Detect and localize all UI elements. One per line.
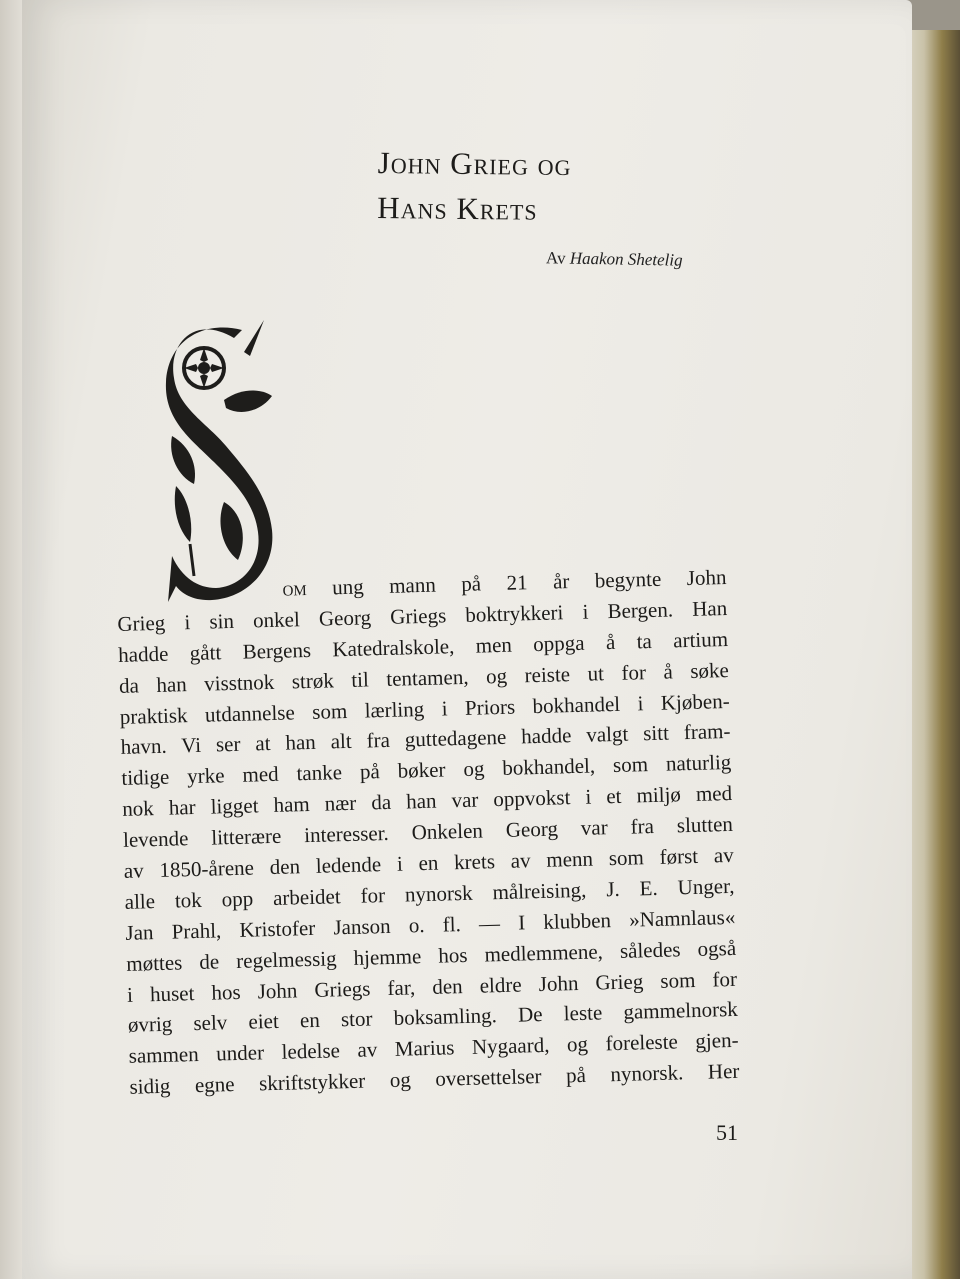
body-line: møttes de regelmessig hjemme hos medlemmene, således også — [125, 935, 737, 976]
body-line: levende litterære interesser. Onkelen Georg var fra slutten — [122, 812, 734, 852]
body-line: praktisk utdannelse som lærling i Priors bokhandel i Kjøben- — [119, 688, 730, 729]
body-line: hadde gått Bergens Katedralskole, men oppga å ta artium — [117, 626, 729, 667]
ornamental-drop-cap-s — [164, 316, 282, 604]
byline-prefix: Av — [545, 248, 566, 268]
body-line: av 1850-årene den ledende i en krets av menn som først av — [123, 842, 734, 883]
page-number: 51 — [716, 1120, 738, 1145]
body-line: øvrig selv eiet en stor boksamling. De leste gammelnorsk — [127, 997, 739, 1038]
body-line: Grieg i sin onkel Georg Griegs boktrykkeri i Bergen. Han — [117, 595, 728, 636]
body-line-1-rest: ung mann på 21 år begynte John — [306, 564, 727, 600]
body-line: alle tok opp arbeidet for nynorsk målreising, J. E. Unger, — [124, 873, 735, 914]
chapter-title-line-2: Hans Krets — [377, 189, 538, 227]
body-line: Jan Prahl, Kristofer Janson o. fl. — I klubben »Namnlaus« — [125, 904, 736, 945]
body-line: havn. Vi ser at han alt fra guttedagene hadde valgt sitt fram- — [120, 719, 731, 760]
body-line: sidig egne skriftstykker og oversettelser på nynorsk. Her — [129, 1059, 740, 1100]
book-page — [22, 0, 912, 1279]
chapter-title — [377, 140, 698, 233]
body-line: tidige yrke med tanke på bøker og bokhandel, som naturlig — [121, 750, 732, 791]
byline-author: Haakon Shetelig — [569, 248, 683, 270]
chapter-title-line-1: John Grieg og — [377, 144, 572, 183]
body-text — [116, 562, 740, 1103]
body-line: sammen under ledelse av Marius Nygaard, og foreleste gjen- — [128, 1028, 739, 1069]
body-line: i huset hos John Griegs far, den eldre John Grieg som for — [126, 966, 738, 1007]
drop-cap-continuation: om — [282, 575, 308, 601]
body-line: nok har ligget ham nær da han var oppvokst i et miljø med — [121, 781, 733, 822]
byline — [546, 248, 746, 271]
body-line: da han visstnok strøk til tentamen, og reiste ut for å søke — [118, 657, 730, 698]
